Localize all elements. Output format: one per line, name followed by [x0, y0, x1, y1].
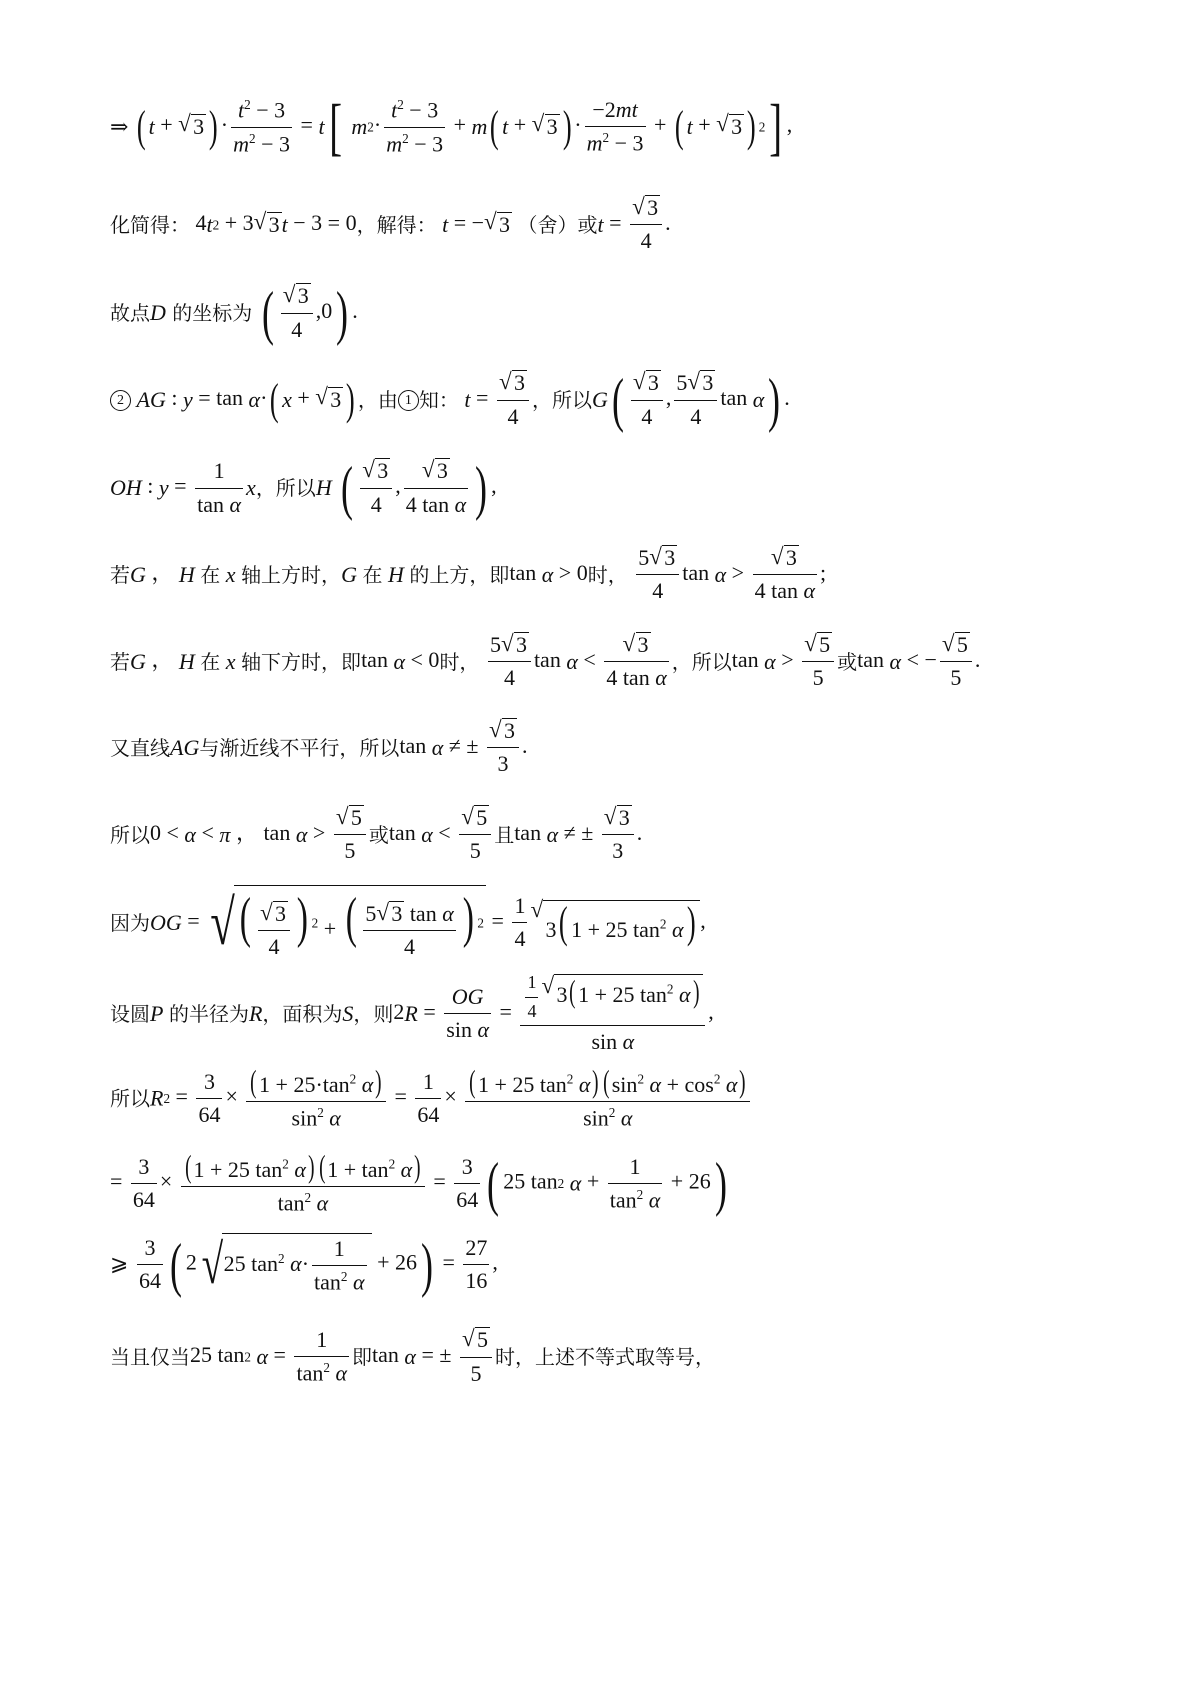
- equation-line-5: OH : y = $\frac{1}{\text{tan α}}$ x，所以H ( √ $\frac{3}{4}$ , √ $\frac{3}{\text{4 tan α}}$ ) ,: [110, 458, 497, 518]
- equation-line-10: 因为OG = √( √ $\frac{3}{4}$ ) $^2$ + ( $\frac{\text{5√ 3 tan α}}{4}$ ) $^2$ = $\frac{1}{4}$ √ 3( 1 + 25 $\tan^2 \alpha$) ,: [110, 885, 706, 961]
- equation-line-3: 故点D 的坐标为 ( √ $\frac{3}{4}$ ,0) .: [110, 283, 358, 343]
- equation-line-2: 化简得： 4t2 + 3√ 3t − 3 = 0，解得： t = −√ 3 （舍）或t = √ $\frac{3}{4}$ .: [110, 195, 671, 255]
- equation-line-15: 当且仅当25 tan2 α = $\frac{1}{\tan^2 \alpha}$ 即tan α = ± √ $\frac{5}{5}$ 时，上述不等式取等号，: [110, 1327, 715, 1387]
- equation-line-6: 若G ， H 在 x 轴上方时，G 在 H 的上方，即tan α > 0时， $\frac{5√ 3}{4}$ tan α > √ $\frac{3}{\text{4 tan α}}$ ;: [110, 545, 826, 605]
- equation-line-12: 所以R2 = $\frac{3}{64}$ × $\frac{(1 + 25\cdot\tan^2 \alpha)}{\sin^2 \alpha}$ = $\frac{1}{64}$ × $\frac{(1 + 25 \tan^2 \alpha) (\sin^2 \alpha + \cos^2 \alpha)}{\sin^2 \alpha}$: [110, 1065, 753, 1132]
- equation-line-9: 所以0 < α < π ， tan α > √ $\frac{5}{5}$ 或tan α < √ $\frac{5}{5}$ 且tan α ≠ ± √ $\frac{3}{3}$ .: [110, 805, 642, 865]
- equation-line-4: 2 AG : y = tan α·( x + √ 3 ) ，由 1 知： t = √ $\frac{3}{4}$ ，所以G( √ $\frac{3}{4}$ , $\frac{5√ 3}{4}$ tan α) .: [110, 370, 790, 430]
- equation-line-8: 又直线AG与渐近线不平行，所以tan α ≠ ± √ $\frac{3}{3}$ .: [110, 718, 527, 778]
- equation-line-1: ⇒ ( t + √ 3 ) · $\frac{t^2 - 3}{m^2 - 3}$ = t[ m2· $\frac{t^2 - 3}{m^2 - 3}$ + m( t + √ 3 ) · $\frac{-2mt}{m^2 - 3}$ + ( t + √ 3 ) 2] ,: [110, 95, 792, 159]
- equation-line-13: = $\frac{3}{64}$ × $\frac{(1 + 25 \tan^2 \alpha) (1 + \tan^2 \alpha)}{\tan^2 \alpha}$ = $\frac{3}{64}$ ( 25 tan2 α + $\frac{1}{\tan^2 \alpha}$ + 26): [110, 1148, 727, 1217]
- equation-line-7: 若G ， H 在 x 轴下方时，即tan α < 0时， $\frac{5√ 3}{4}$ tan α < √ $\frac{3}{\text{4 tan α}}$ ，所以tan α > √ $\frac{5}{5}$ 或tan α < − √ $\frac{5}{5}$ .: [110, 632, 980, 692]
- equation-line-11: 设圆P 的半径为R，面积为S，则2R = $\frac{OG}{\text{sin α}}$ = $\frac{1}{4}$ √ 3(1 + 25 $\tan^2 \alpha$) sin α ,: [110, 972, 714, 1056]
- equation-line-14: ⩾ $\frac{3}{64}$ ( 2√25 $\tan^2 \alpha\cdot$ $\frac{1}{\tan^2 \alpha}$ + 26) = $\frac{27}{16}$ ,: [110, 1231, 498, 1298]
